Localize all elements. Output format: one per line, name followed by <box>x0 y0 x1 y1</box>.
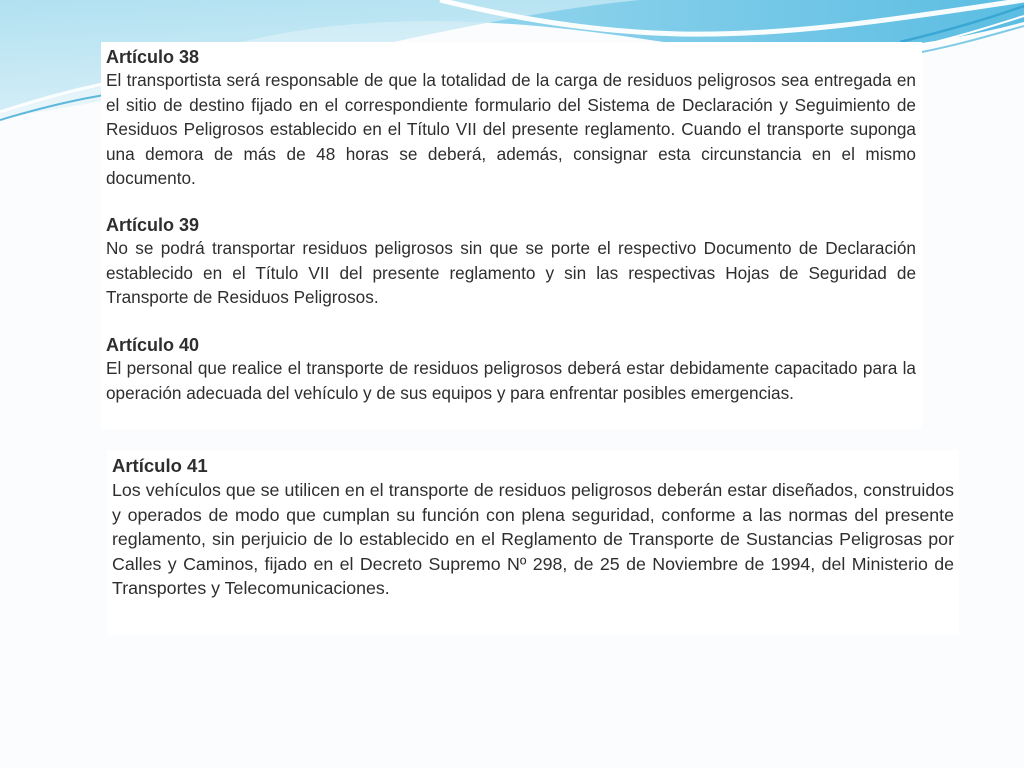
article-box-upper <box>101 42 922 430</box>
article-title: Artículo 39 <box>106 215 200 235</box>
article-body: El transportista será responsable de que la totalidad de la carga de residuos peligrosos sea entregada en el sitio de destino fijado en el correspondiente formulario del Sistema de Declaración y Seguimiento de Residuos Peligrosos establecido en el Título VII del presente reglamento. Cuando el transporte suponga una demora de más de 48 horas se deberá, además, consignar esta circunstancia en el mismo documento. <box>106 70 916 188</box>
article-body: No se podrá transportar residuos peligrosos sin que se porte el respectivo Documento de Declaración establecido en el Título VII del presente reglamento y sin las respectivas Hojas de Seguridad de Transporte de Residuos Peligrosos. <box>106 238 916 307</box>
article-41 <box>112 454 954 601</box>
article-body: El personal que realice el transporte de residuos peligrosos deberá estar debidamente capacitado para la operación adecuada del vehículo y de sus equipos y para enfrentar posibles emergencias. <box>106 358 916 403</box>
article-box-lower <box>107 450 959 635</box>
article-title: Artículo 41 <box>112 455 208 476</box>
article-body: Los vehículos que se utilicen en el transporte de residuos peligrosos deberán estar diseñados, construidos y operados de modo que cumplan su función con plena seguridad, conforme a las normas del presente reglamento, sin perjuicio de lo establecido en el Reglamento de Transporte de Sustancias Peligrosas por Calles y Caminos, fijado en el Decreto Supremo Nº 298, de 25 de Noviembre de 1994, del Ministerio de Transportes y Telecomunicaciones. <box>112 480 954 599</box>
article-39 <box>106 214 916 310</box>
article-title: Artículo 38 <box>106 47 200 67</box>
article-40 <box>106 334 916 405</box>
article-title: Artículo 40 <box>106 335 200 355</box>
article-38 <box>106 46 916 191</box>
